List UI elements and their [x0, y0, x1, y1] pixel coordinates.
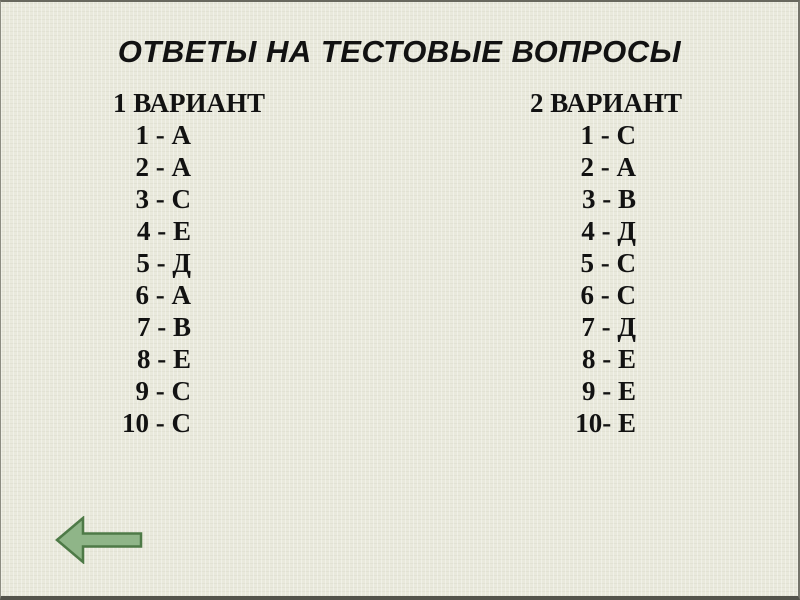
answer-row: 4 - Е — [137, 216, 191, 246]
answer-row: 9 - Е — [582, 376, 636, 406]
answer-row: 8 - Е — [582, 344, 636, 374]
slide-title: ОТВЕТЫ НА ТЕСТОВЫЕ ВОПРОСЫ — [117, 34, 682, 69]
left-arrow-icon — [55, 516, 143, 564]
answer-row: 1 - А — [135, 120, 191, 150]
answer-row: 5 - С — [580, 248, 636, 278]
answer-row: 2 - А — [135, 152, 191, 182]
answer-row: 1 - С — [580, 120, 636, 150]
answer-row: 10- Е — [575, 408, 636, 438]
answer-row: 9 - С — [135, 376, 191, 406]
variant-2-answers — [476, 119, 636, 439]
back-arrow-button[interactable] — [55, 516, 143, 564]
answer-row: 2 - А — [580, 152, 636, 182]
answer-row: 6 - А — [135, 280, 191, 310]
answer-row: 5 - Д — [136, 248, 191, 278]
answer-row: 8 - Е — [137, 344, 191, 374]
variant-1-answers — [31, 119, 191, 439]
answer-row: 4 - Д — [581, 216, 636, 246]
variant-2-header: 2 ВАРИАНТ — [530, 88, 683, 118]
answer-row: 6 - С — [580, 280, 636, 310]
answer-row: 10 - С — [122, 408, 191, 438]
answer-row: 7 - В — [137, 312, 191, 342]
answer-row: 3 - С — [135, 184, 191, 214]
variant-1-header: 1 ВАРИАНТ — [113, 88, 266, 118]
answer-row: 3 - В — [582, 184, 636, 214]
answer-row: 7 - Д — [581, 312, 636, 342]
